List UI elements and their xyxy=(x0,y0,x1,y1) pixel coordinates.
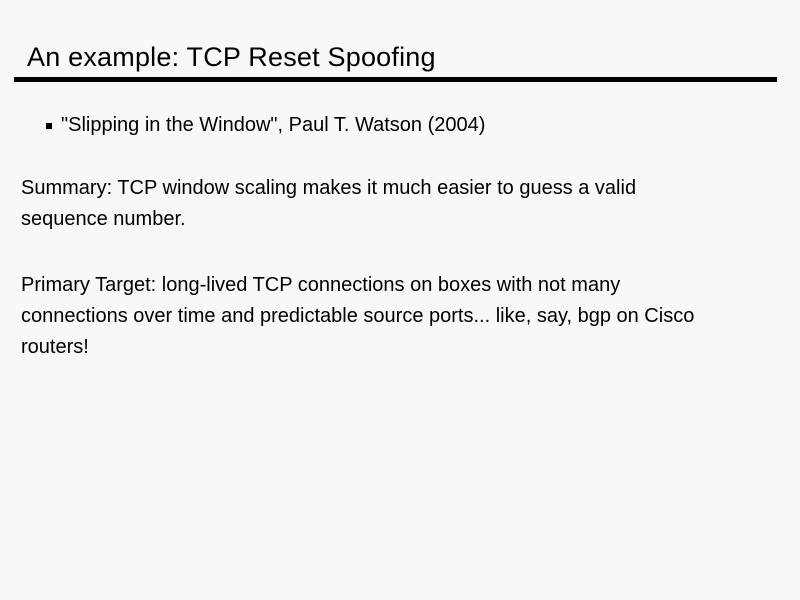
primary-target-line-2: connections over time and predictable source ports... like, say, bgp on Cisco xyxy=(21,305,695,327)
summary-paragraph xyxy=(21,173,636,235)
summary-line-2: sequence number. xyxy=(21,208,186,230)
slide-title: An example: TCP Reset Spoofing xyxy=(27,42,436,72)
primary-target-line-3: routers! xyxy=(21,336,89,358)
square-bullet-icon xyxy=(46,123,52,129)
primary-target-paragraph xyxy=(21,270,694,363)
primary-target-line-1: Primary Target: long-lived TCP connections on boxes with not many xyxy=(21,274,621,296)
title-underline-rule xyxy=(14,77,777,82)
bullet-item-label: "Slipping in the Window", Paul T. Watson (2004) xyxy=(61,114,486,136)
bullet-item xyxy=(46,110,485,141)
summary-line-1: Summary: TCP window scaling makes it much easier to guess a valid xyxy=(21,177,637,199)
